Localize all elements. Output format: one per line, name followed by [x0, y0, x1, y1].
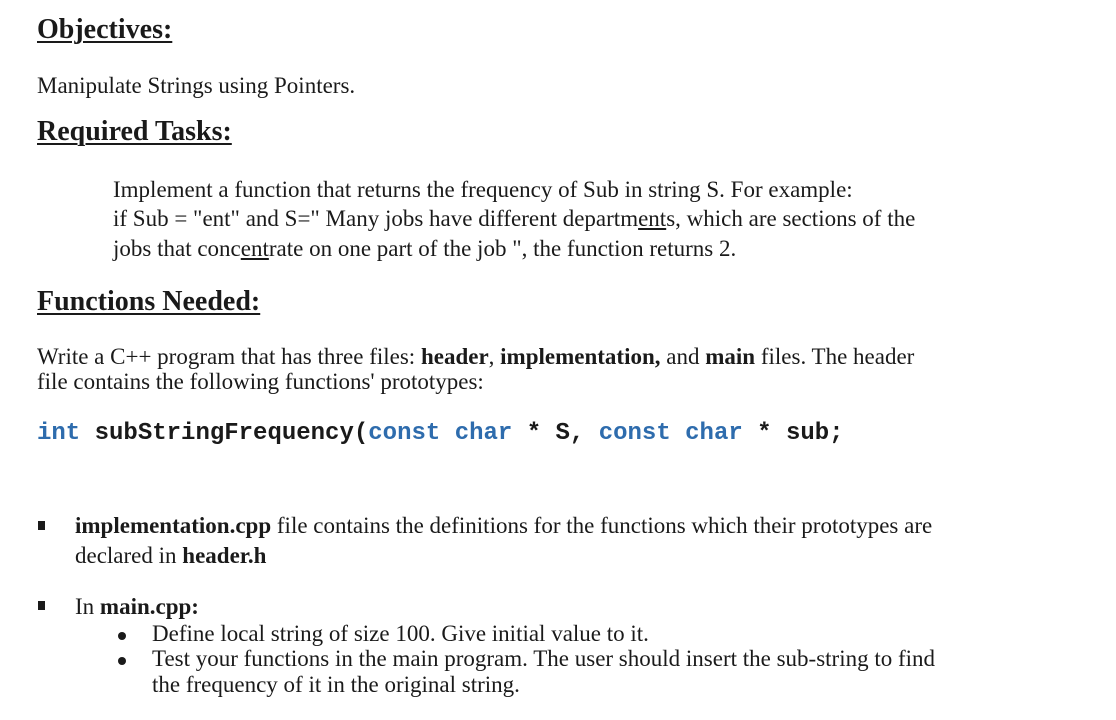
round-bullet-icon: [118, 657, 126, 665]
round-bullet-icon: [118, 632, 126, 640]
function-prototype-code: [37, 420, 844, 447]
bullet-1-line-1: [75, 512, 932, 540]
sub-bullet-1: Define local string of size 100. Give initial value to it.: [152, 621, 649, 646]
word-implementation: implementation,: [500, 344, 661, 369]
code-function-name: subStringFrequency(: [80, 420, 369, 447]
task-line-3-pre: jobs that conc: [113, 236, 241, 261]
code-param-sub: * sub;: [742, 420, 844, 447]
required-tasks-heading: Required Tasks:: [37, 116, 232, 147]
functions-line-1-a: Write a C++ program that has three files:: [37, 344, 421, 369]
code-keyword-int: int: [37, 420, 81, 447]
functions-line-2: file contains the following functions' prototypes:: [37, 369, 484, 394]
word-implementation-cpp: implementation.cpp: [75, 513, 272, 538]
code-space-2: [671, 420, 685, 447]
code-space-1: [440, 420, 454, 447]
task-line-2-pre: if Sub = "ent" and S=" Many jobs have different departm: [113, 206, 639, 231]
functions-line-1-e: and: [660, 344, 706, 369]
code-keyword-const-2: const: [598, 420, 671, 447]
functions-needed-heading: Functions Needed:: [37, 286, 261, 317]
square-bullet-icon: [38, 521, 45, 530]
task-line-2-underlined: ent: [638, 206, 667, 231]
objectives-heading: Objectives:: [37, 14, 173, 45]
word-header: header: [420, 344, 489, 369]
objectives-text: Manipulate Strings using Pointers.: [37, 73, 356, 98]
task-line-3: [113, 235, 736, 263]
task-line-2-post: s, which are sections of the: [666, 206, 916, 231]
task-line-3-underlined: ent: [240, 236, 269, 261]
bullet-2-a: In: [75, 594, 100, 619]
word-main-cpp: main.cpp:: [99, 594, 199, 619]
task-line-3-post: rate on one part of the job ", the function returns 2.: [268, 236, 737, 261]
code-keyword-char-2: char: [685, 420, 743, 447]
bullet-1-line-2-a: declared in: [75, 543, 183, 568]
functions-line-1-c: ,: [488, 344, 501, 369]
bullet-1-line-2: [75, 542, 266, 570]
functions-line-1: [37, 344, 914, 369]
code-param-s: * S,: [512, 420, 599, 447]
code-keyword-const-1: const: [368, 420, 441, 447]
task-line-1: Implement a function that returns the frequency of Sub in string S. For example:: [113, 177, 853, 202]
functions-line-1-g: files. The header: [755, 344, 915, 369]
code-keyword-char-1: char: [454, 420, 513, 447]
square-bullet-icon: [38, 601, 45, 610]
bullet-1-rest: file contains the definitions for the functions which their prototypes are: [271, 513, 933, 538]
task-line-2: [113, 205, 915, 233]
sub-bullet-2-line-1: Test your functions in the main program. The user should insert the sub-string to find: [152, 646, 936, 671]
sub-bullet-2-line-2: the frequency of it in the original string.: [152, 672, 520, 697]
word-header-h: header.h: [182, 543, 267, 568]
word-main: main: [705, 344, 756, 369]
bullet-2-line: [75, 593, 199, 621]
